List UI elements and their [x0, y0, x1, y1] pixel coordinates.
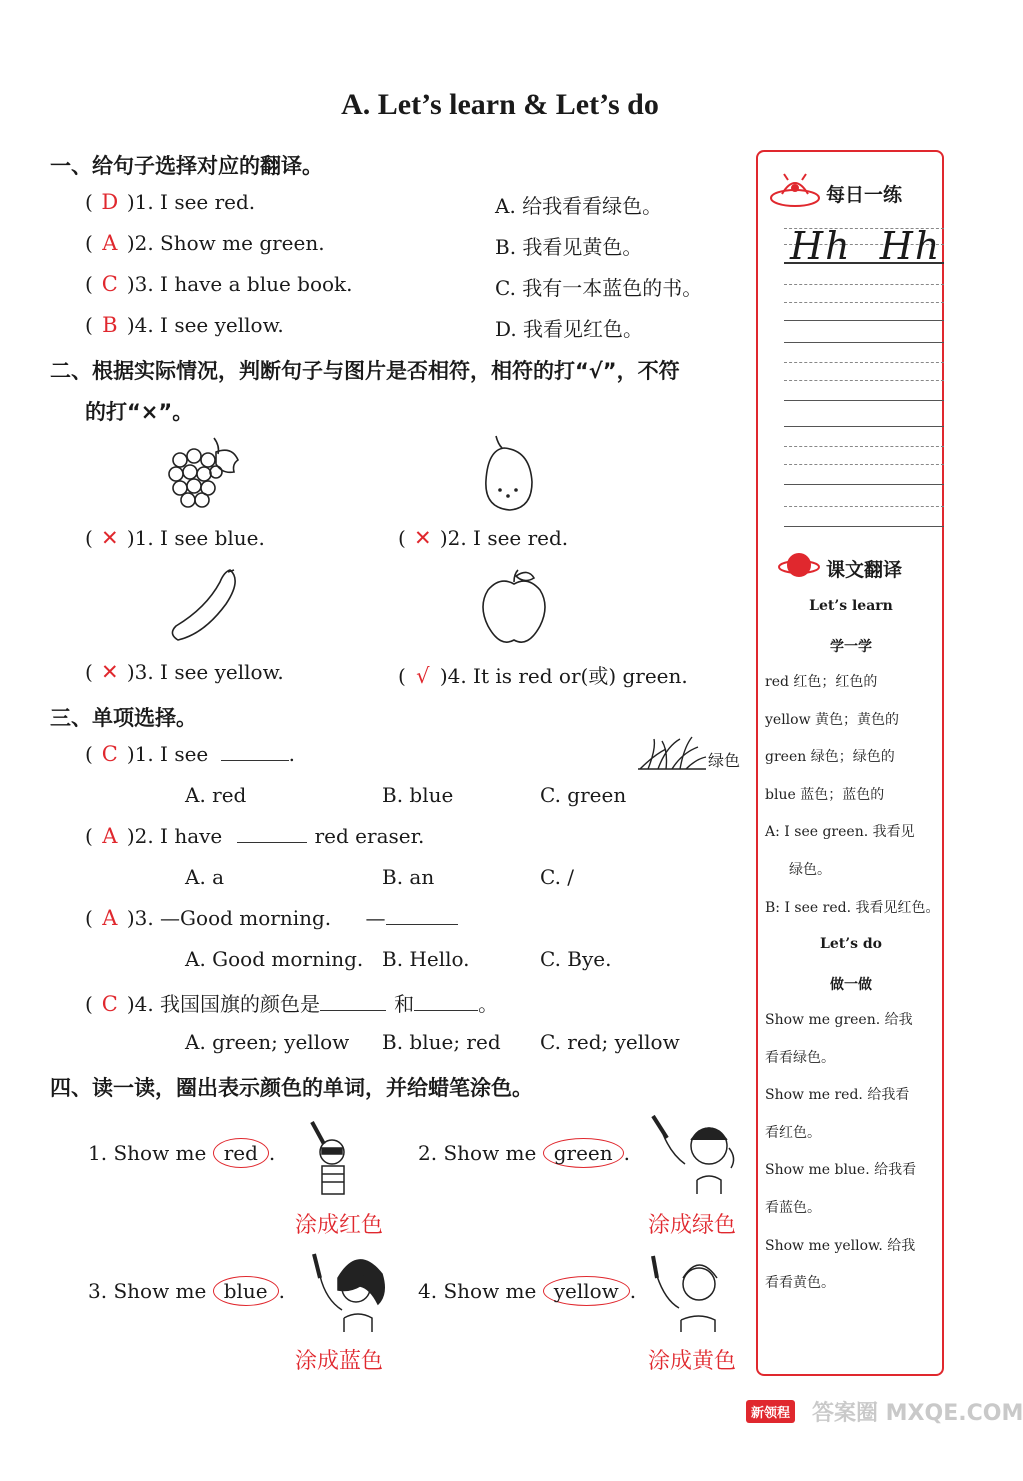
- s3-option-2a: A. a: [185, 865, 225, 889]
- translation-line: Show me green. 给我: [765, 1012, 913, 1028]
- child-with-crayon-icon: [645, 1248, 735, 1332]
- s3-option-3a: A. Good morning.: [185, 947, 364, 971]
- ufo-icon: [768, 170, 822, 214]
- s2-item-1: ( ✕ )1. I see blue.: [85, 526, 265, 550]
- s1-answer-4: B: [102, 313, 118, 337]
- s4-item-2: 2. Show me green .: [418, 1138, 630, 1168]
- s3-option-4b: B. blue; red: [382, 1030, 501, 1054]
- grapes-icon: [166, 432, 246, 512]
- lets-do-cn: 做一做: [830, 977, 872, 993]
- circled-word-blue: blue: [213, 1276, 279, 1306]
- s3-option-1a: A. red: [185, 783, 247, 807]
- guide-line: [784, 380, 944, 381]
- s4-note-1: 涂成红色: [295, 1213, 384, 1238]
- circled-word-green: green: [543, 1138, 624, 1168]
- translation-line: B: I see red. 我看见红色。: [765, 899, 940, 916]
- guide-line: [784, 464, 944, 465]
- guide-line: [784, 362, 944, 363]
- handwriting-sample: Hh Hh: [790, 224, 942, 268]
- lemon-icon: [478, 432, 542, 516]
- s3-question-2: ( A )2. I have red eraser.: [85, 824, 425, 848]
- s3-option-2c: C. /: [540, 865, 575, 889]
- s4-item-3: 3. Show me blue .: [88, 1276, 285, 1306]
- translation-line: 看看绿色。: [765, 1049, 835, 1066]
- s4-item-4: 4. Show me yellow .: [418, 1276, 636, 1306]
- s2-answer-1: ✕: [101, 526, 119, 550]
- child-with-crayon-icon: [645, 1110, 741, 1194]
- grass-label: 绿色: [708, 751, 741, 770]
- apple-icon: [480, 566, 552, 646]
- s2-answer-2: ✕: [414, 526, 432, 550]
- s1-option-1: A. 给我看看绿色。: [495, 194, 663, 218]
- s1-item-2: ( A )2. Show me green.: [85, 231, 325, 255]
- watermark: 答案圈 MXQE.COM: [812, 1401, 1023, 1426]
- section1-heading: 一、给句子选择对应的翻译。: [50, 154, 323, 178]
- blank: [320, 1009, 386, 1011]
- guide-line: [784, 400, 944, 401]
- s1-item-3: ( C )3. I have a blue book.: [85, 272, 353, 296]
- cucumber-icon: [168, 566, 244, 644]
- brand-badge: 新领程: [746, 1400, 795, 1423]
- s1-option-4: D. 我看见红色。: [495, 317, 644, 341]
- guide-line: [784, 526, 944, 527]
- section2-heading-line2: 的打“×”。: [85, 400, 194, 424]
- s2-answer-3: ✕: [101, 660, 119, 684]
- translation-line: 看看黄色。: [765, 1275, 835, 1292]
- s3-question-3: ( A )3. —Good morning. —: [85, 906, 458, 930]
- s4-note-3: 涂成蓝色: [295, 1349, 384, 1374]
- guide-line: [784, 446, 944, 447]
- s3-option-1b: B. blue: [382, 783, 454, 807]
- translation-line: A: I see green. 我看见: [765, 824, 915, 841]
- s3-question-4: ( C )4. 我国国旗的颜色是 和 。: [85, 992, 499, 1016]
- planet-icon: [778, 548, 820, 582]
- blank: [237, 841, 307, 843]
- s3-question-1: ( C )1. I see .: [85, 742, 295, 766]
- section3-heading: 三、单项选择。: [50, 706, 197, 730]
- handwriting-area: [770, 222, 942, 542]
- s1-item-4: ( B )4. I see yellow.: [85, 313, 284, 337]
- s3-answer-4: C: [101, 992, 118, 1016]
- s3-option-4a: A. green; yellow: [185, 1030, 350, 1054]
- translation-line: 看蓝色。: [765, 1199, 821, 1216]
- translation-line: Show me blue. 给我看: [765, 1162, 917, 1179]
- s2-item-3: ( ✕ )3. I see yellow.: [85, 660, 284, 684]
- s1-answer-1: D: [101, 190, 119, 214]
- translation-line: 看红色。: [765, 1124, 821, 1141]
- translation-line: Show me yellow. 给我: [765, 1237, 916, 1254]
- s3-answer-3: A: [102, 906, 118, 930]
- s3-option-2b: B. an: [382, 865, 435, 889]
- s1-item-1: ( D )1. I see red.: [85, 190, 256, 214]
- circled-word-yellow: yellow: [543, 1276, 630, 1306]
- s3-option-3c: C. Bye.: [540, 947, 612, 971]
- s2-item-2: ( ✕ )2. I see red.: [398, 526, 569, 550]
- guide-line: [784, 484, 944, 485]
- guide-line: [784, 506, 944, 507]
- translation-line: yellow 黄色；黄色的: [765, 711, 900, 728]
- s2-item-4: ( √ )4. It is red or(或) green.: [398, 664, 688, 688]
- do-translation-list: [765, 1002, 941, 1303]
- lets-do-label: Let’s do: [820, 936, 882, 952]
- child-with-crayon-icon: [304, 1248, 390, 1332]
- daily-practice-title: 每日一练: [826, 184, 903, 206]
- s1-answer-2: A: [102, 231, 118, 255]
- s1-option-3: C. 我有一本蓝色的书。: [495, 276, 703, 300]
- section4-heading: 四、读一读，圈出表示颜色的单词，并给蜡笔涂色。: [50, 1076, 533, 1100]
- translation-line: green 绿色；绿色的: [765, 749, 895, 766]
- page-title: A. Let’s learn & Let’s do: [341, 88, 659, 121]
- translation-line: 绿色。: [789, 861, 831, 878]
- lets-learn-cn: 学一学: [830, 639, 872, 655]
- guide-line: [784, 426, 944, 427]
- translation-line: Show me red. 给我看: [765, 1087, 910, 1104]
- s4-note-2: 涂成绿色: [648, 1213, 737, 1238]
- translation-line: blue 蓝色；蓝色的: [765, 786, 885, 803]
- blank: [414, 1009, 478, 1011]
- s3-option-1c: C. green: [540, 783, 627, 807]
- s4-note-4: 涂成黄色: [648, 1349, 737, 1374]
- lets-learn-label: Let’s learn: [809, 598, 893, 614]
- blank: [386, 923, 458, 925]
- s4-item-1: 1. Show me red .: [88, 1138, 275, 1168]
- guide-line: [784, 302, 944, 303]
- s3-option-4c: C. red; yellow: [540, 1030, 680, 1054]
- s1-option-2: B. 我看见黄色。: [495, 235, 643, 259]
- s3-option-3b: B. Hello.: [382, 947, 470, 971]
- grass-icon: [636, 733, 708, 773]
- s3-answer-2: A: [102, 824, 118, 848]
- s2-answer-4: √: [416, 664, 430, 688]
- learn-translation-list: [765, 664, 941, 927]
- translation-line: red 红色；红色的: [765, 674, 878, 690]
- guide-line: [784, 342, 944, 343]
- child-with-crayon-icon: [302, 1118, 358, 1198]
- translation-title: 课文翻译: [826, 559, 903, 581]
- s1-answer-3: C: [101, 272, 118, 296]
- section2-heading-line1: 二、根据实际情况，判断句子与图片是否相符，相符的打“√”，不符: [50, 359, 680, 383]
- blank: [221, 759, 289, 761]
- guide-line: [784, 284, 944, 285]
- guide-line: [784, 320, 944, 321]
- s3-answer-1: C: [101, 742, 118, 766]
- circled-word-red: red: [213, 1138, 269, 1168]
